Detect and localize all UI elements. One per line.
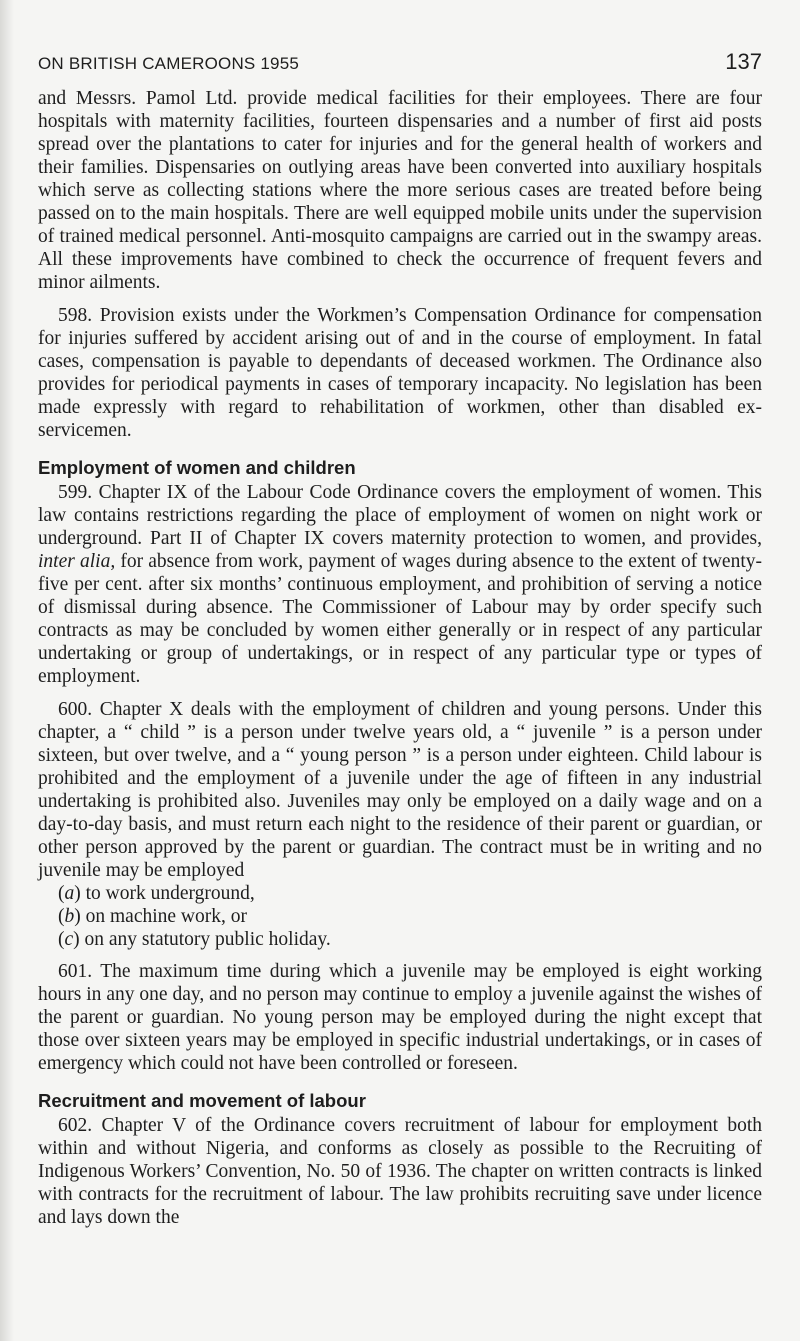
paragraph-600: 600. Chapter X deals with the employment of children and young persons. Under this chapter, a “ child ” is a person under twelve years old, a “ juvenile ” is a person under sixteen, but over twelve, and a “ young person ” is a person under eighteen. Child labour is prohibited and the employment of a juvenile under the age of fifteen in any industrial undertaking is prohibited also. Juveniles may only be employed on a daily wage and on a day-to-day basis, and must return each night to the residence of their parent or guardian, or other person approved by the parent or guardian. The contract must be in writing and no juvenile may be employed: [38, 699, 762, 881]
list-item-a-text: to work underground,: [85, 883, 255, 904]
list-item-a: (a) to work underground,: [58, 883, 255, 904]
running-header: [38, 49, 762, 77]
section-heading-women-children: Employment of women and children: [38, 457, 356, 478]
page-number: 137: [725, 49, 762, 74]
paragraph-continued: and Messrs. Pamol Ltd. provide medical facilities for their employees. There are four hospitals with maternity facilities, fourteen dispensaries and a number of first aid posts spread over the plantations to cater for injuries and for the general health of workers and their families. Dispensaries on outlying areas have been converted into auxiliary hospitals which serve as collecting stations where the more serious cases are treated before being passed on to the main hospitals. There are well equipped mobile units under the supervision of trained medical personnel. Anti-mosquito campaigns are carried out in the swampy areas. All these improvements have combined to check the occurrence of frequent fevers and minor ailments.: [38, 88, 762, 293]
page-edge-shadow: [0, 0, 14, 1341]
list-item-c-text: on any statutory public holiday.: [84, 929, 331, 950]
paragraph-602: 602. Chapter V of the Ordinance covers recruitment of labour for employment both within and without Nigeria, and conforms as closely as possible to the Recruiting of Indigenous Workers’ Convention, No. 50 of 1936. The chapter on written contracts is linked with contracts for the recruitment of labour. The law prohibits recruiting save under licence and lays down the: [38, 1115, 762, 1228]
list-item-b: (b) on machine work, or: [58, 906, 247, 927]
paragraph-599-italic: inter alia,: [38, 551, 116, 572]
paragraph-599-part-2: for absence from work, payment of wages during absence to the extent of twenty-five per cent. after six months’ continuous employment, and prohibition of serving a notice of dismissal during absence. The Commissioner of Labour may by order specify such contracts as may be concluded by women either generally or in respect of any particular undertaking or group of undertakings, or in respect of any particular type or types of employment.: [38, 551, 762, 687]
section-heading-recruitment: Recruitment and movement of labour: [38, 1090, 366, 1111]
list-item-c: (c) on any statutory public holiday.: [58, 929, 331, 950]
paragraph-599-part-1: 599. Chapter IX of the Labour Code Ordinance covers the employment of women. This law contains restrictions regarding the place of employment of women on night work or underground. Part II of Chapter IX covers maternity protection to women, and provides,: [38, 482, 762, 549]
list-item-b-label: b: [64, 906, 75, 927]
paragraph-601: 601. The maximum time during which a juvenile may be employed is eight working hours in any one day, and no person may continue to employ a juvenile against the wishes of the parent or guardian. No young person may be employed during the night except that those over sixteen years may be employed in specific industrial undertakings, or in cases of emergency which could not have been controlled or foreseen.: [38, 961, 762, 1074]
body-text: [38, 87, 762, 1229]
list-item-b-text: on machine work, or: [85, 906, 247, 927]
paragraph-598: 598. Provision exists under the Workmen’s Compensation Ordinance for compensation for injuries suffered by accident arising out of and in the course of employment. In fatal cases, compensation is payable to dependants of deceased workmen. The Ordinance also provides for periodical payments in cases of temporary incapacity. No legislation has been made expressly with regard to rehabilitation of workmen, other than disabled ex-servicemen.: [38, 305, 762, 441]
paragraph-599: [38, 481, 762, 688]
list-item-a-label: a: [64, 883, 75, 904]
running-title: ON BRITISH CAMEROONS 1955: [38, 54, 300, 73]
list-item-c-label: c: [64, 929, 74, 950]
